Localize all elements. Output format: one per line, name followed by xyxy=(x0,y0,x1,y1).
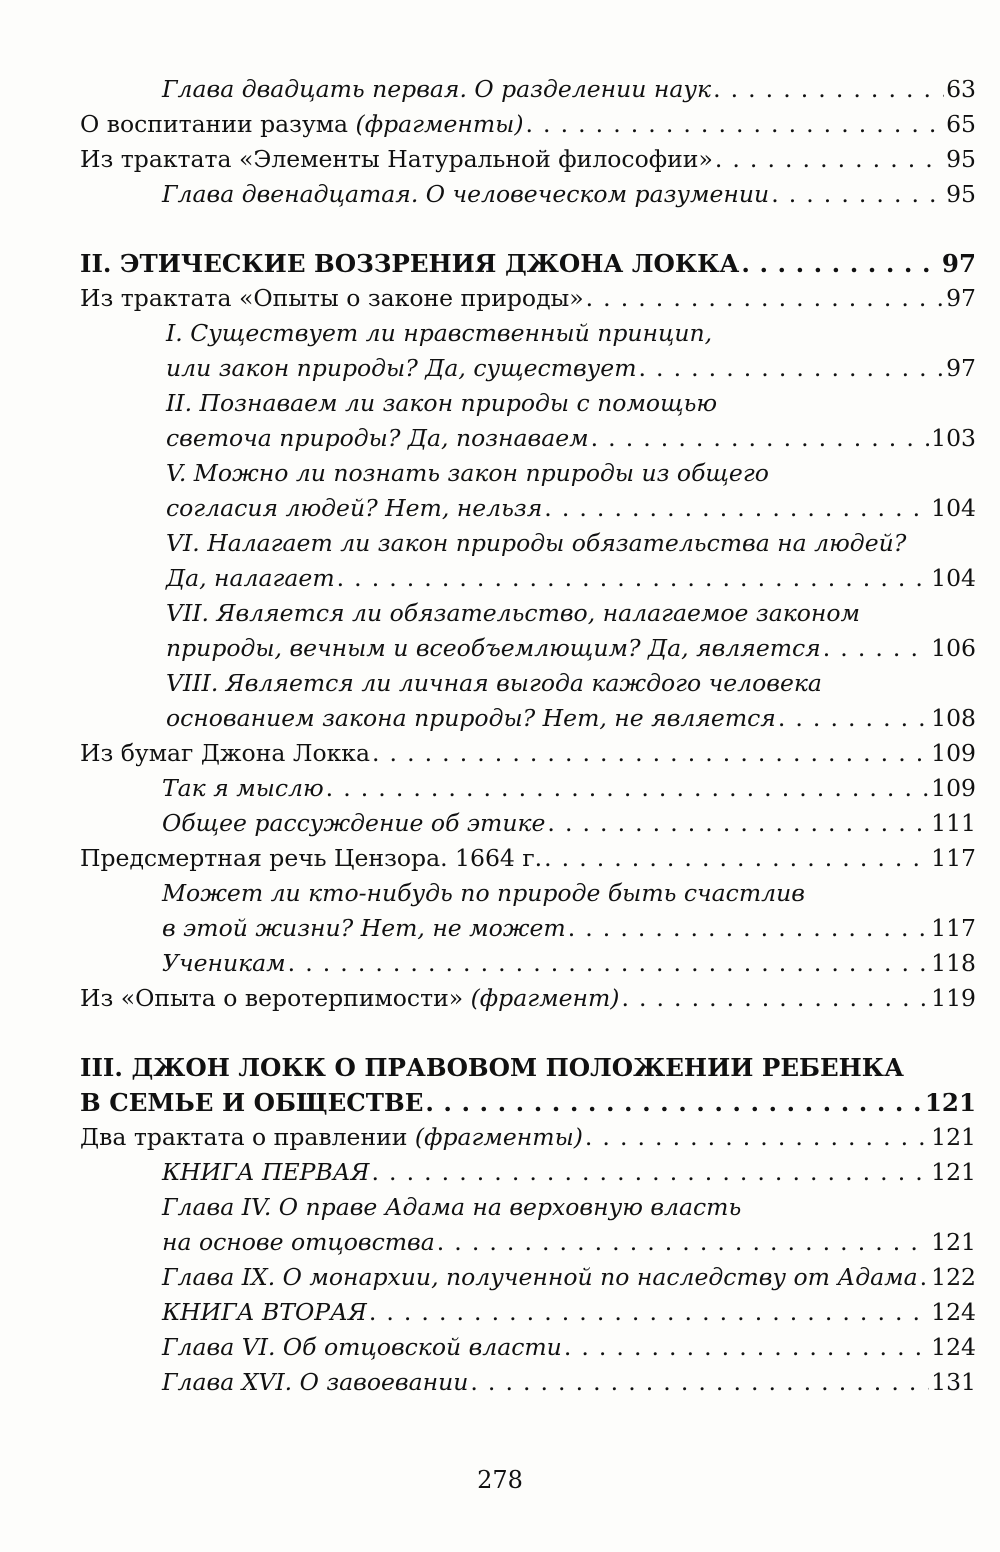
toc-entry-title-plain: Из «Опыта о веротерпимости» xyxy=(80,984,471,1012)
toc-entry[interactable] xyxy=(80,456,976,526)
toc-page-number: 117 xyxy=(931,914,976,942)
toc-entry-title: Глава XVI. О завоевании xyxy=(162,1368,469,1396)
toc-entry[interactable] xyxy=(80,386,976,456)
toc-entry[interactable] xyxy=(80,736,976,771)
toc-entry-title: I. Существует ли нравственный принцип, xyxy=(166,319,713,347)
toc-entry[interactable] xyxy=(80,771,976,806)
toc-entry[interactable] xyxy=(80,876,976,946)
toc-entry[interactable] xyxy=(80,1190,976,1260)
toc-entry[interactable] xyxy=(80,946,976,981)
leader-dots xyxy=(564,1330,929,1365)
toc-entry[interactable] xyxy=(80,841,976,876)
toc-entry-title: Глава IV. О праве Адама на верховную власть xyxy=(162,1193,742,1221)
toc-entry-title: II. ЭТИЧЕСКИЕ ВОЗЗРЕНИЯ ДЖОНА ЛОККА xyxy=(80,249,740,278)
toc-page-number: 95 xyxy=(946,180,976,208)
toc-page-number: 103 xyxy=(931,424,976,452)
toc-entry[interactable] xyxy=(80,281,976,316)
toc-page-number: 111 xyxy=(931,809,976,837)
toc-entry-title xyxy=(80,1120,583,1155)
leader-dots xyxy=(326,771,929,806)
toc-page-number: 121 xyxy=(931,1228,976,1256)
section-gap xyxy=(80,212,976,246)
leader-dots xyxy=(586,281,944,316)
leader-dots xyxy=(425,1085,922,1120)
toc-page-number: 97 xyxy=(941,249,976,278)
toc-entry-title-italic: (фрагменты) xyxy=(414,1123,583,1151)
toc-entry-title: Из бумаг Джона Локка xyxy=(80,739,370,767)
leader-dots xyxy=(639,351,945,386)
toc-page-number: 104 xyxy=(931,494,976,522)
toc-entry[interactable] xyxy=(80,596,976,666)
toc-page-number: 121 xyxy=(931,1158,976,1186)
toc-entry-title: природы, вечным и всеобъемлющим? Да, является xyxy=(166,634,821,662)
toc-entry[interactable] xyxy=(80,177,976,212)
toc-entry[interactable] xyxy=(80,1295,976,1330)
toc-entry[interactable] xyxy=(80,666,976,736)
toc-entry[interactable] xyxy=(80,142,976,177)
toc-entry-title xyxy=(80,107,524,142)
leader-dots xyxy=(547,806,929,841)
toc-page-number: 124 xyxy=(931,1333,976,1361)
toc-page-number: 131 xyxy=(931,1368,976,1396)
leader-dots xyxy=(526,107,945,142)
toc-entry[interactable] xyxy=(80,72,976,107)
toc-page-number: 104 xyxy=(931,564,976,592)
leader-dots xyxy=(470,1365,929,1400)
toc-entry-title: на основе отцовства xyxy=(162,1228,435,1256)
toc-entry-title-plain: Два трактата о правлении xyxy=(80,1123,415,1151)
toc-entry[interactable] xyxy=(80,1120,976,1155)
toc-entry-title: КНИГА ВТОРАЯ xyxy=(162,1298,367,1326)
leader-dots xyxy=(621,981,929,1016)
toc-entry[interactable] xyxy=(80,107,976,142)
toc-entry[interactable] xyxy=(80,806,976,841)
toc-entry[interactable] xyxy=(80,1155,976,1190)
leader-dots xyxy=(372,736,929,771)
toc-page-number: 97 xyxy=(946,284,976,312)
toc-entry-title-plain: О воспитании разума xyxy=(80,110,356,138)
toc-entry[interactable] xyxy=(80,1260,976,1295)
toc-entry-title: светоча природы? Да, познаваем xyxy=(166,424,589,452)
toc-page-number: 97 xyxy=(946,354,976,382)
toc-entry[interactable] xyxy=(80,1330,976,1365)
toc-page-number: 119 xyxy=(931,984,976,1012)
toc-entry-title xyxy=(80,981,619,1016)
toc-entry-title: Глава двадцать первая. О разделении наук xyxy=(162,75,712,103)
section-gap xyxy=(80,1016,976,1050)
toc-entry-title-italic: (фрагмент) xyxy=(470,984,620,1012)
toc-entry-title: В СЕМЬЕ И ОБЩЕСТВЕ xyxy=(80,1088,424,1117)
toc-entry-title: V. Можно ли познать закон природы из общего xyxy=(166,459,769,487)
leader-dots xyxy=(823,631,929,666)
toc-section-heading[interactable] xyxy=(80,246,976,281)
toc-entry-title: согласия людей? Нет, нельзя xyxy=(166,494,543,522)
toc-entry-title: Может ли кто-нибудь по природе быть счастлив xyxy=(162,879,805,907)
leader-dots xyxy=(715,142,944,177)
leader-dots xyxy=(778,701,929,736)
toc-entry-title: Глава VI. Об отцовской власти xyxy=(162,1333,562,1361)
toc-entry-title: III. ДЖОН ЛОКК О ПРАВОВОМ ПОЛОЖЕНИИ РЕБЕНКА xyxy=(80,1053,905,1082)
toc-page-number: 121 xyxy=(924,1088,976,1117)
leader-dots xyxy=(337,561,930,596)
toc-page-number: 95 xyxy=(946,145,976,173)
toc-entry-title-italic: (фрагменты) xyxy=(355,110,524,138)
toc-page-number: 117 xyxy=(931,844,976,872)
toc-entry[interactable] xyxy=(80,981,976,1016)
leader-dots xyxy=(437,1225,929,1260)
toc-entry-title: или закон природы? Да, существует xyxy=(166,354,637,382)
leader-dots xyxy=(585,1120,929,1155)
toc-page-number: 63 xyxy=(946,75,976,103)
toc-entry-title: VIII. Является ли личная выгода каждого человека xyxy=(166,669,822,697)
toc-entry-title: II. Познаваем ли закон природы с помощью xyxy=(166,389,718,417)
leader-dots xyxy=(741,246,940,281)
leader-dots xyxy=(771,177,944,212)
toc-entry-title: VII. Является ли обязательство, налагаемое законом xyxy=(166,599,861,627)
toc-page-number: 109 xyxy=(931,774,976,802)
leader-dots xyxy=(920,1260,930,1295)
toc-entry-title: Глава IX. О монархии, полученной по наследству от Адама xyxy=(162,1263,918,1291)
toc-entry-title: КНИГА ПЕРВАЯ xyxy=(162,1158,370,1186)
toc-entry[interactable] xyxy=(80,526,976,596)
toc-entry-title: Из трактата «Опыты о законе природы» xyxy=(80,284,584,312)
leader-dots xyxy=(372,1155,930,1190)
toc-page-number: 108 xyxy=(931,704,976,732)
toc-entry-title: основанием закона природы? Нет, не является xyxy=(166,704,776,732)
toc-entry[interactable] xyxy=(80,1365,976,1400)
toc-entry-title: Так я мыслю xyxy=(162,774,324,802)
leader-dots xyxy=(288,946,929,981)
toc-page-number: 122 xyxy=(931,1263,976,1291)
toc-entry-title: Общее рассуждение об этике xyxy=(162,809,546,837)
toc-entry-title: в этой жизни? Нет, не может xyxy=(162,914,566,942)
leader-dots xyxy=(591,421,930,456)
toc-page-number: 124 xyxy=(931,1298,976,1326)
leader-dots xyxy=(544,491,929,526)
toc-page-number: 109 xyxy=(931,739,976,767)
page-number: 278 xyxy=(477,1466,523,1494)
toc-page-number: 118 xyxy=(931,949,976,977)
toc-page-number: 121 xyxy=(931,1123,976,1151)
toc-entry-title: Предсмертная речь Цензора. 1664 г. xyxy=(80,844,543,872)
toc-entry-title: Ученикам xyxy=(162,949,286,977)
toc-entry[interactable] xyxy=(80,316,976,386)
toc-entry-title: Глава двенадцатая. О человеческом разумении xyxy=(162,180,770,208)
toc-page-number: 106 xyxy=(931,634,976,662)
leader-dots xyxy=(713,72,944,107)
toc-entry-title: Да, налагает xyxy=(166,564,335,592)
leader-dots xyxy=(568,911,929,946)
toc-page-number: 65 xyxy=(946,110,976,138)
toc-section-heading[interactable] xyxy=(80,1050,976,1120)
toc-entry-title: Из трактата «Элементы Натуральной философии» xyxy=(80,145,713,173)
table-of-contents xyxy=(80,72,976,1400)
leader-dots xyxy=(369,1295,929,1330)
toc-entry-title: VI. Налагает ли закон природы обязательства на людей? xyxy=(166,529,907,557)
leader-dots xyxy=(544,841,929,876)
